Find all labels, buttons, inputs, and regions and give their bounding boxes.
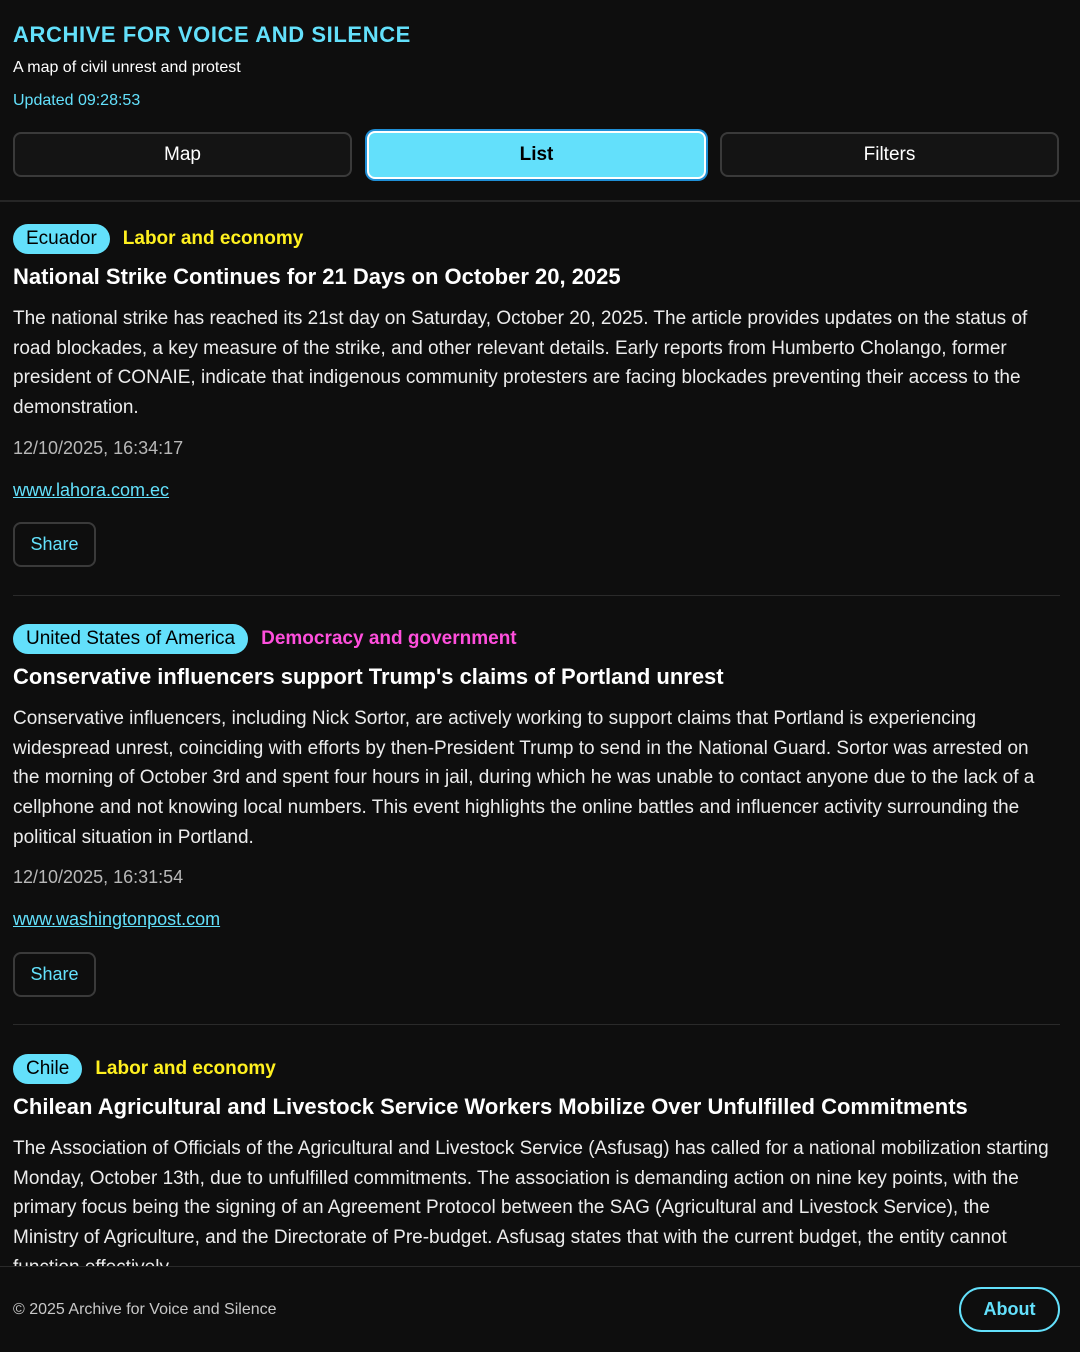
item-divider [13,595,1060,596]
copyright-text: © 2025 Archive for Voice and Silence [13,1301,277,1318]
list-item [13,1054,1060,1266]
country-badge: Chile [13,1054,82,1084]
site-title: ARCHIVE FOR VOICE AND SILENCE [13,22,411,47]
country-badge: Ecuador [13,224,110,254]
view-tabs [13,131,1060,179]
item-title: Chilean Agricultural and Livestock Service Workers Mobilize Over Unfulfilled Commitments [13,1094,968,1119]
source-link[interactable]: www.lahora.com.ec [13,480,170,500]
item-timestamp: 12/10/2025, 16:34:17 [13,438,184,458]
share-button[interactable]: Share [13,522,96,567]
updated-time: Updated 09:28:53 [13,92,141,109]
list-item [13,224,1060,569]
source-link[interactable]: www.washingtonpost.com [13,909,221,929]
tag-row [13,624,517,654]
about-button[interactable]: About [959,1287,1060,1332]
tab-list[interactable]: List [367,131,706,179]
item-divider [13,1024,1060,1025]
list-item [13,624,1060,999]
item-title: National Strike Continues for 21 Days on October 20, 2025 [13,264,621,289]
tab-map[interactable]: Map [13,132,352,177]
category-label: Democracy and government [261,628,517,649]
category-label: Labor and economy [122,228,304,249]
country-badge: United States of America [13,624,248,654]
site-header [0,0,1080,202]
tab-filters[interactable]: Filters [720,132,1059,177]
share-button[interactable]: Share [13,952,96,997]
tag-row [13,1054,276,1084]
site-footer [0,1266,1080,1352]
item-title: Conservative influencers support Trump's claims of Portland unrest [13,664,724,689]
site-subtitle: A map of civil unrest and protest [13,59,241,76]
item-timestamp: 12/10/2025, 16:31:54 [13,867,184,887]
item-description: The Association of Officials of the Agricultural and Livestock Service (Asfusag) has called for a national mobilization starting Monday, October 13th, due to unfulfilled commitments. The association is demanding action on nine key points, with the primary focus being the signing of an Agreement Protocol between the SAG (Agricultural and Livestock Service), the Ministry of Agriculture, and the Directorate of Pre-budget. Asfusag states that with the current budget, the entity cannot [13,1138,1049,1249]
tag-row [13,224,303,254]
item-description: The national strike has reached its 21st day on Saturday, October 20, 2025. The article provides updates on the status of road blockades, a key measure of the strike, and other relevant details. Early reports from Humberto Cholango, former president of CONAIE, indicate that indigenous community protesters are facing blockades preventing their access to the demonstration. [13,308,1028,419]
item-description: Conservative influencers, including Nick Sortor, are actively working to support claims that Portland is experiencing widespread unrest, coinciding with efforts by then-President Trump to send in the National Guard. Sortor was arrested on the morning of October 3rd and spent four hours in jail, during which he was unable to contact anyone due to the lack of a cellphone and not knowing local numbers. This event highlights the online battles and influencer activity surrounding the political situation in Portland. [13,708,1035,848]
category-label: Labor and economy [95,1058,276,1079]
